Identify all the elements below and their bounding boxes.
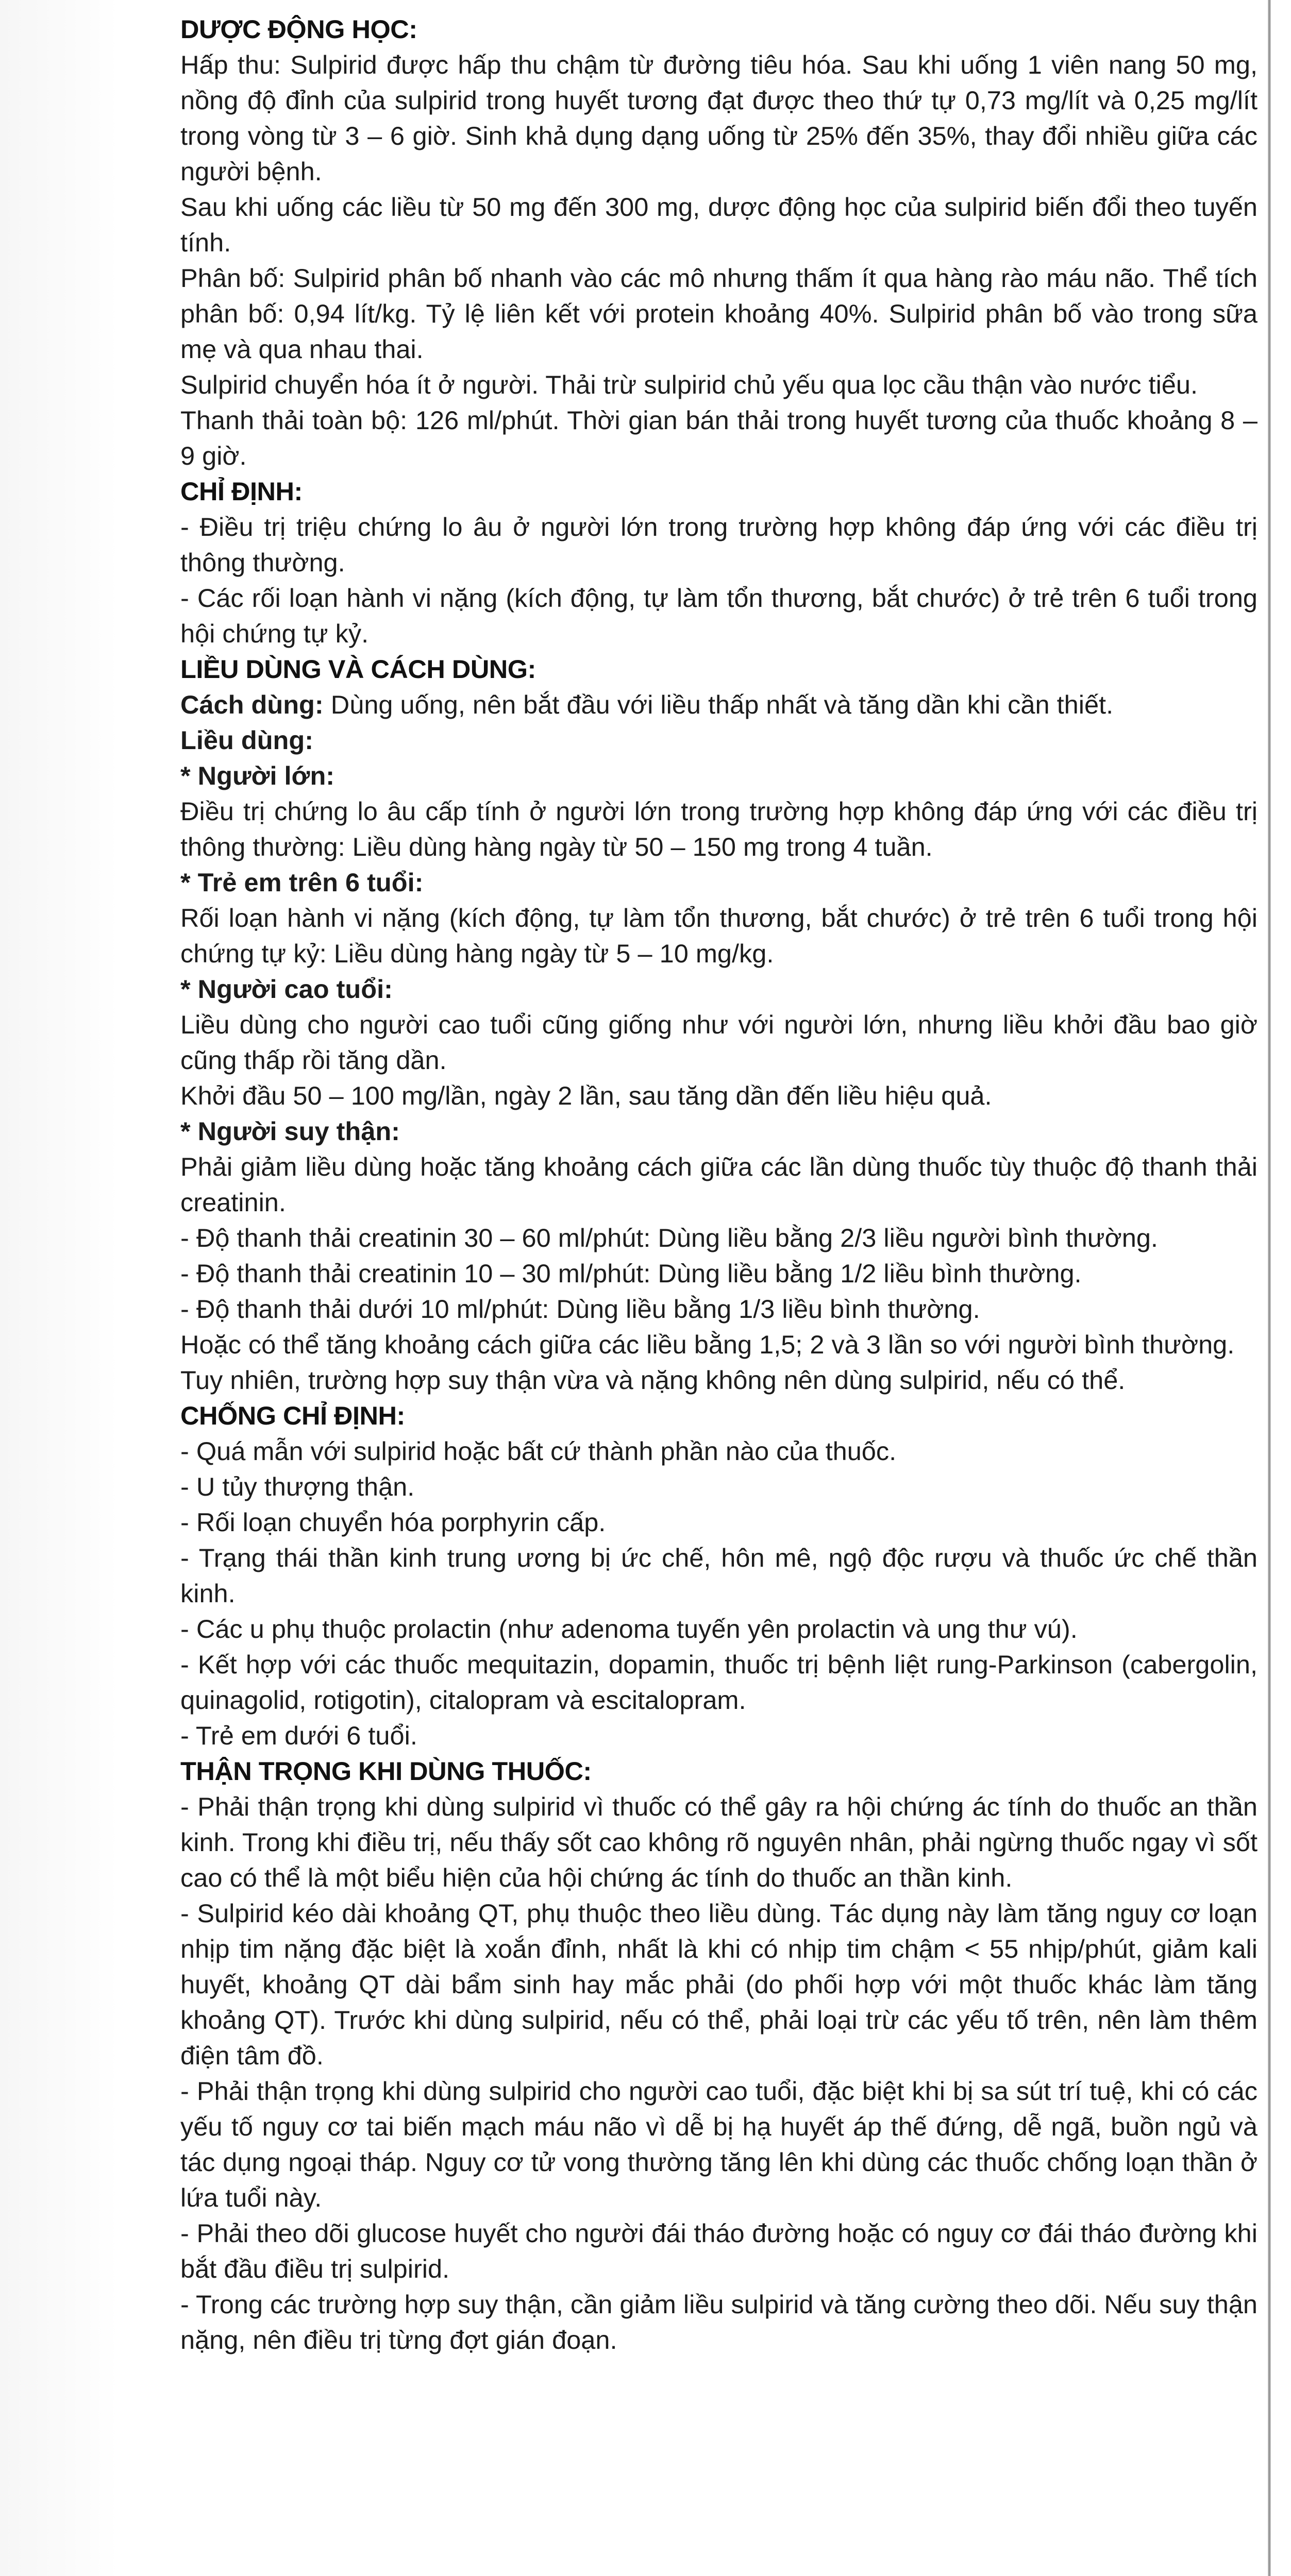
- contraindication-item: - Trạng thái thần kinh trung ương bị ức chế, hôn mê, ngộ độc rượu và thuốc ức chế thần kinh.: [180, 1543, 1258, 1608]
- clearance-paragraph: Thanh thải toàn bộ: 126 ml/phút. Thời gian bán thải trong huyết tương của thuốc khoảng 8 – 9 giờ.: [180, 405, 1258, 470]
- contraindication-item: - U tủy thượng thận.: [180, 1472, 415, 1501]
- renal-line: - Độ thanh thải creatinin 30 – 60 ml/phút: Dùng liều bằng 2/3 liều người bình thường.: [180, 1223, 1158, 1252]
- renal-line: - Độ thanh thải creatinin 10 – 30 ml/phút: Dùng liều bằng 1/2 liều bình thường.: [180, 1259, 1082, 1288]
- dose-heading: Liều dùng:: [180, 725, 314, 755]
- elderly-heading: * Người cao tuổi:: [180, 974, 393, 1004]
- linearity-paragraph: Sau khi uống các liều từ 50 mg đến 300 mg, dược động học của sulpirid biến đổi theo tuyến tính.: [180, 192, 1258, 257]
- leaflet-text-column: [180, 11, 1258, 2358]
- distribution-paragraph: Phân bố: Sulpirid phân bố nhanh vào các mô nhưng thấm ít qua hàng rào máu não. Thể tích phân bố: 0,94 lít/kg. Tỷ lệ liên kết với protein khoảng 40%. Sulpirid phân bố vào trong sữa mẹ và qua nhau thai.: [180, 263, 1258, 364]
- contraindications-heading: CHỐNG CHỈ ĐỊNH:: [180, 1401, 405, 1430]
- scan-right-margin: [1280, 0, 1291, 2576]
- contraindication-item: - Kết hợp với các thuốc mequitazin, dopamin, thuốc trị bệnh liệt rung-Parkinson (cabergolin, quinagolid, rotigotin), citalopram và escitalopram.: [180, 1650, 1258, 1715]
- precaution-item: - Phải theo dõi glucose huyết cho người đái tháo đường hoặc có nguy cơ đái tháo đường khi bắt đầu điều trị sulpirid.: [180, 2218, 1258, 2283]
- renal-line: Phải giảm liều dùng hoặc tăng khoảng cách giữa các lần dùng thuốc tùy thuộc độ thanh thải creatinin.: [180, 1152, 1258, 1217]
- indication-item: - Điều trị triệu chứng lo âu ở người lớn trong trường hợp không đáp ứng với các điều trị thông thường.: [180, 512, 1258, 577]
- absorption-paragraph: Hấp thu: Sulpirid được hấp thu chậm từ đường tiêu hóa. Sau khi uống 1 viên nang 50 mg, nồng độ đỉnh của sulpirid trong huyết tương đạt được theo thứ tự 0,73 mg/lít và 0,25 mg/lít trong vòng từ 3 – 6 giờ. Sinh khả dụng dạng uống từ 25% đến 35%, thay đổi nhiều giữa các người bệnh.: [180, 50, 1258, 186]
- precautions-heading: THẬN TRỌNG KHI DÙNG THUỐC:: [180, 1756, 592, 1786]
- contraindication-item: - Trẻ em dưới 6 tuổi.: [180, 1721, 417, 1750]
- precaution-item: - Sulpirid kéo dài khoảng QT, phụ thuộc theo liều dùng. Tác dụng này làm tăng nguy cơ loạn nhịp tim nặng đặc biệt là xoắn đỉnh, nhất là khi có nhịp tim chậm < 55 nhịp/phút, giảm kali huyết, khoảng QT dài bẩm sinh hay mắc phải (do phối hợp với một thuốc khác làm tăng khoảng QT). Trước khi dùng sulpirid, nếu có thể, phải loại trừ các yếu tố trên, nên làm thêm điện tâm đồ.: [180, 1899, 1258, 2070]
- contraindications-section: [180, 1398, 1258, 1753]
- children-text: Rối loạn hành vi nặng (kích động, tự làm tổn thương, bắt chước) ở trẻ trên 6 tuổi trong hội chứng tự kỷ: Liều dùng hàng ngày từ 5 – 10 mg/kg.: [180, 903, 1258, 968]
- children-heading: * Trẻ em trên 6 tuổi:: [180, 868, 424, 897]
- renal-line: Hoặc có thể tăng khoảng cách giữa các liều bằng 1,5; 2 và 3 lần so với người bình thường.: [180, 1330, 1235, 1359]
- pharmacokinetics-heading: DƯỢC ĐỘNG HỌC:: [180, 14, 417, 44]
- elderly-text: Khởi đầu 50 – 100 mg/lần, ngày 2 lần, sau tăng dần đến liều hiệu quả.: [180, 1081, 992, 1110]
- elderly-text: Liều dùng cho người cao tuổi cũng giống như với người lớn, nhưng liều khởi đầu bao giờ cũng thấp rồi tăng dần.: [180, 1010, 1258, 1075]
- contraindication-item: - Các u phụ thuộc prolactin (như adenoma tuyến yên prolactin và ung thư vú).: [180, 1614, 1078, 1643]
- adults-heading: * Người lớn:: [180, 761, 335, 790]
- renal-line: Tuy nhiên, trường hợp suy thận vừa và nặng không nên dùng sulpirid, nếu có thể.: [180, 1365, 1126, 1395]
- precaution-item: - Phải thận trọng khi dùng sulpirid cho người cao tuổi, đặc biệt khi bị sa sút trí tuệ, khi có các yếu tố nguy cơ tai biến mạch máu não vì dễ bị hạ huyết áp thế đứng, dễ ngã, buồn ngủ và tác dụng ngoại tháp. Nguy cơ tử vong thường tăng lên khi dùng các thuốc chống loạn thần ở lứa tuổi này.: [180, 2076, 1258, 2212]
- precaution-item: - Phải thận trọng khi dùng sulpirid vì thuốc có thể gây ra hội chứng ác tính do thuốc an thần kinh. Trong khi điều trị, nếu thấy sốt cao không rõ nguyên nhân, phải ngừng thuốc ngay vì sốt cao có thể là một biểu hiện của hội chứng ác tính do thuốc an thần kinh.: [180, 1792, 1258, 1892]
- indications-heading: CHỈ ĐỊNH:: [180, 477, 303, 506]
- renal-line: - Độ thanh thải dưới 10 ml/phút: Dùng liều bằng 1/3 liều bình thường.: [180, 1294, 980, 1324]
- indication-item: - Các rối loạn hành vi nặng (kích động, tự làm tổn thương, bắt chước) ở trẻ trên 6 tuổi trong hội chứng tự kỷ.: [180, 583, 1258, 648]
- precaution-item: - Trong các trường hợp suy thận, cần giảm liều sulpirid và tăng cường theo dõi. Nếu suy thận nặng, nên điều trị từng đợt gián đoạn.: [180, 2290, 1258, 2354]
- usage-paragraph: [180, 687, 1258, 722]
- dosage-section: [180, 651, 1258, 1398]
- metabolism-paragraph: Sulpirid chuyển hóa ít ở người. Thải trừ sulpirid chủ yếu qua lọc cầu thận vào nước tiểu.: [180, 370, 1198, 399]
- scan-left-margin: [0, 0, 119, 2576]
- usage-label: Cách dùng:: [180, 690, 324, 719]
- usage-text: Dùng uống, nên bắt đầu với liều thấp nhất và tăng dần khi cần thiết.: [323, 690, 1114, 719]
- pharmacokinetics-section: [180, 11, 1258, 473]
- renal-heading: * Người suy thận:: [180, 1116, 400, 1146]
- contraindication-item: - Quá mẫn với sulpirid hoặc bất cứ thành phần nào của thuốc.: [180, 1436, 897, 1466]
- contraindication-item: - Rối loạn chuyển hóa porphyrin cấp.: [180, 1507, 606, 1537]
- paper-fold-line: [1268, 0, 1271, 2576]
- dosage-heading: LIỀU DÙNG VÀ CÁCH DÙNG:: [180, 654, 536, 684]
- adults-text: Điều trị chứng lo âu cấp tính ở người lớn trong trường hợp không đáp ứng với các điều trị thông thường: Liều dùng hàng ngày từ 50 – 150 mg trong 4 tuần.: [180, 796, 1258, 861]
- precautions-section: [180, 1753, 1258, 2358]
- indications-section: [180, 473, 1258, 651]
